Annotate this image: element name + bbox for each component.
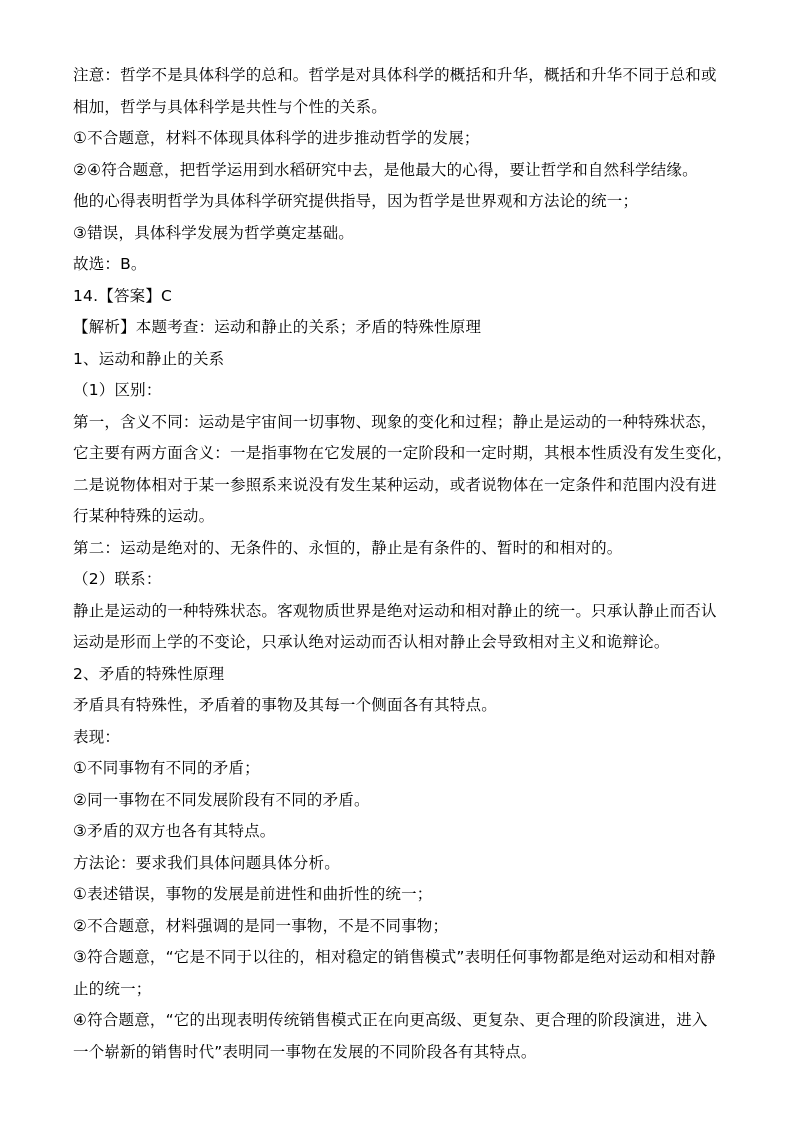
text-line: 第一，含义不同：运动是宇宙间一切事物、现象的变化和过程；静止是运动的一种特殊状态，: [73, 412, 717, 431]
text-line: 他的心得表明哲学为具体科学研究提供指导，因为哲学是世界观和方法论的统一；: [73, 192, 639, 210]
text-line: 行某种特殊的运动。: [73, 507, 215, 525]
section-heading: 1、运动和静止的关系: [73, 349, 225, 368]
text-line: （1）区别：: [73, 381, 162, 399]
question-14-answer: 14.【答案】C: [73, 286, 173, 305]
text-line: 第二：运动是绝对的、无条件的、永恒的，静止是有条件的、暂时的和相对的。: [73, 538, 623, 557]
text-line: ③符合题意，“它是不同于以往的，相对稳定的销售模式”表明任何事物都是绝对运动和相对静: [73, 948, 716, 966]
text-line: 一个崭新的销售时代”表明同一事物在发展的不同阶段各有其特点。: [73, 1042, 537, 1061]
text-line: 方法论：要求我们具体问题具体分析。: [73, 853, 340, 872]
text-line: 注意：哲学不是具体科学的总和。哲学是对具体科学的概括和升华，概括和升华不同于总和或: [73, 66, 717, 84]
text-line: ①表述错误，事物的发展是前进性和曲折性的统一；: [73, 885, 433, 903]
text-line: 止的统一；: [73, 979, 152, 998]
text-line: ④符合题意，“它的出现表明传统销售模式正在向更高级、更复杂、更合理的阶段演进，进入: [73, 1011, 708, 1029]
text-line: ①不合题意，材料不体现具体科学的进步推动哲学的发展；: [73, 129, 480, 147]
text-line: ③矛盾的双方也各有其特点。: [73, 822, 276, 840]
answer-explanation-text: [73, 63, 733, 1071]
text-line: ②④符合题意，把哲学运用到水稻研究中去，是他最大的心得，要让哲学和自然科学结缘。: [73, 160, 698, 179]
text-line: ①不同事物有不同的矛盾；: [73, 759, 260, 777]
text-line: 矛盾具有特殊性，矛盾着的事物及其每一个侧面各有其特点。: [73, 696, 497, 714]
text-line: 相加，哲学与具体科学是共性与个性的关系。: [73, 97, 388, 116]
text-line: ③错误，具体科学发展为哲学奠定基础。: [73, 223, 354, 242]
text-line: 它主要有两方面含义：一是指事物在它发展的一定阶段和一定时期，其根本性质没有发生变化，: [73, 444, 733, 462]
text-line: （2）联系：: [73, 570, 162, 588]
text-line: 表现：: [73, 727, 121, 746]
question-14-analysis: 【解析】本题考查：运动和静止的关系；矛盾的特殊性原理: [73, 318, 482, 336]
text-line: 二是说物体相对于某一参照系来说没有发生某种运动，或者说物体在一定条件和范围内没有进: [73, 475, 717, 494]
text-line: ②不合题意，材料强调的是同一事物，不是不同事物；: [73, 916, 449, 935]
section-heading: 2、矛盾的特殊性原理: [73, 664, 225, 683]
text-line: 静止是运动的一种特殊状态。客观物质世界是绝对运动和相对静止的统一。只承认静止而否认: [73, 601, 717, 620]
text-line: ②同一事物在不同发展阶段有不同的矛盾。: [73, 790, 370, 809]
text-line: 故选：B。: [73, 255, 147, 273]
text-line: 运动是形而上学的不变论，只承认绝对运动而否认相对静止会导致相对主义和诡辩论。: [73, 633, 670, 651]
